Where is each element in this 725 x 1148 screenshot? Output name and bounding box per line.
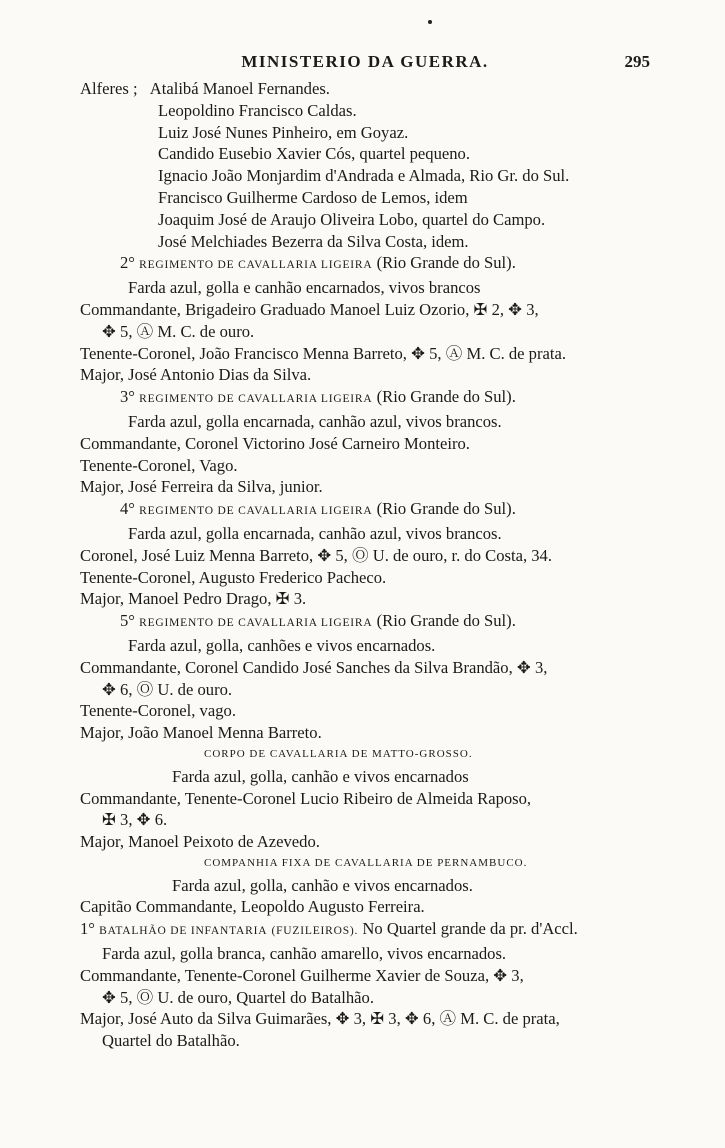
officer-line: ✥ 5, Ⓐ M. C. de ouro. xyxy=(102,321,255,341)
section-name: REGIMENTO DE CAVALLARIA LIGEIRA xyxy=(139,617,373,630)
section-place: (Rio Grande do Sul). xyxy=(376,499,516,519)
section-number: 5° xyxy=(120,611,135,631)
section-heading xyxy=(80,498,655,523)
page-number: 295 xyxy=(624,52,650,71)
alferes-name: Atalibá Manoel Fernandes. xyxy=(149,79,330,98)
section-name: REGIMENTO DE CAVALLARIA LIGEIRA xyxy=(139,393,373,406)
section-name: REGIMENTO DE CAVALLARIA LIGEIRA xyxy=(139,259,373,272)
alferes-name: Francisco Guilherme Cardoso de Lemos, idem xyxy=(158,187,468,207)
section-place: (Rio Grande do Sul). xyxy=(376,611,516,631)
page-header xyxy=(80,52,650,78)
alferes-name: Luiz José Nunes Pinheiro, em Goyaz. xyxy=(158,122,409,142)
section-heading xyxy=(80,918,655,943)
section-number: 2° xyxy=(120,253,135,273)
section-number: 3° xyxy=(120,387,135,407)
officer-line: Major, Manoel Pedro Drago, ✠ 3. xyxy=(80,589,307,609)
section-place: (Rio Grande do Sul). xyxy=(376,253,516,273)
officer-line: Commandante, Coronel Victorino José Carneiro Monteiro. xyxy=(80,433,470,453)
officer-line: Tenente-Coronel, Augusto Frederico Pacheco. xyxy=(80,567,387,587)
officer-line: ✥ 6, Ⓞ U. de ouro. xyxy=(102,679,233,699)
officer-line: Coronel, José Luiz Menna Barreto, ✥ 5, Ⓞ U. de ouro, r. do Costa, 34. xyxy=(80,545,552,565)
uniform-line: Farda azul, golla e canhão encarnados, vivos brancos xyxy=(128,278,481,298)
alferes-name: Joaquim José de Araujo Oliveira Lobo, quartel do Campo. xyxy=(158,209,546,229)
section-heading xyxy=(80,252,655,277)
alferes-label: Alferes ; xyxy=(80,79,138,98)
text-line xyxy=(80,78,655,100)
officer-line: Tenente-Coronel, vago. xyxy=(80,701,236,721)
section-number: 1° xyxy=(80,919,95,939)
section-place: (Rio Grande do Sul). xyxy=(376,387,516,407)
officer-line: Major, Manoel Peixoto de Azevedo. xyxy=(80,832,320,852)
section-heading xyxy=(80,610,655,635)
uniform-line: Farda azul, golla encarnada, canhão azul, vivos brancos. xyxy=(128,411,502,431)
alferes-name: Candido Eusebio Xavier Cós, quartel pequeno. xyxy=(158,144,470,164)
page-body xyxy=(80,78,655,1052)
officer-line: Commandante, Brigadeiro Graduado Manoel Luiz Ozorio, ✠ 2, ✥ 3, xyxy=(80,299,539,319)
officer-line: Major, João Manoel Menna Barreto. xyxy=(80,723,322,743)
uniform-line: Farda azul, golla, canhões e vivos encarnados. xyxy=(128,635,436,655)
section-sub: (FUZILEIROS). xyxy=(271,925,359,938)
uniform-line: Farda azul, golla, canhão e vivos encarnados xyxy=(172,766,469,786)
section-name: REGIMENTO DE CAVALLARIA LIGEIRA xyxy=(139,505,373,518)
section-number: 4° xyxy=(120,499,135,519)
officer-line: Commandante, Tenente-Coronel Guilherme Xavier de Souza, ✥ 3, xyxy=(80,965,524,985)
section-heading xyxy=(80,386,655,411)
alferes-name: Leopoldino Francisco Caldas. xyxy=(158,100,357,120)
officer-line: Major, José Ferreira da Silva, junior. xyxy=(80,477,323,497)
uniform-line: Farda azul, golla, canhão e vivos encarnados. xyxy=(172,875,473,895)
officer-line: Commandante, Coronel Candido José Sanches da Silva Brandão, ✥ 3, xyxy=(80,657,548,677)
officer-line: Tenente-Coronel, Vago. xyxy=(80,455,238,475)
officer-line: ✠ 3, ✥ 6. xyxy=(102,810,168,830)
officer-line: Tenente-Coronel, João Francisco Menna Barreto, ✥ 5, Ⓐ M. C. de prata. xyxy=(80,343,566,363)
section-place: No Quartel grande da pr. d'Accl. xyxy=(362,919,578,939)
section-heading: CORPO DE CAVALLARIA DE MATTO-GROSSO. xyxy=(204,747,473,760)
officer-line: Capitão Commandante, Leopoldo Augusto Ferreira. xyxy=(80,897,425,917)
page-title: MINISTERIO DA GUERRA. xyxy=(241,52,489,71)
officer-line: Major, José Auto da Silva Guimarães, ✥ 3, ✠ 3, ✥ 6, Ⓐ M. C. de prata, xyxy=(80,1009,560,1029)
section-heading: COMPANHIA FIXA DE CAVALLARIA DE PERNAMBUCO. xyxy=(204,856,528,869)
uniform-line: Farda azul, golla encarnada, canhão azul, vivos brancos. xyxy=(128,523,502,543)
officer-line: Major, José Antonio Dias da Silva. xyxy=(80,365,312,385)
officer-line: Commandante, Tenente-Coronel Lucio Ribeiro de Almeida Raposo, xyxy=(80,788,532,808)
ink-dot xyxy=(428,20,432,24)
alferes-name: Ignacio João Monjardim d'Andrada e Almada, Rio Gr. do Sul. xyxy=(158,166,570,186)
officer-line: Quartel do Batalhão. xyxy=(102,1031,240,1051)
section-name: BATALHÃO DE INFANTARIA xyxy=(99,925,268,938)
uniform-line: Farda azul, golla branca, canhão amarello, vivos encarnados. xyxy=(102,944,507,964)
alferes-name: José Melchiades Bezerra da Silva Costa, idem. xyxy=(158,231,469,251)
officer-line: ✥ 5, Ⓞ U. de ouro, Quartel do Batalhão. xyxy=(102,987,374,1007)
